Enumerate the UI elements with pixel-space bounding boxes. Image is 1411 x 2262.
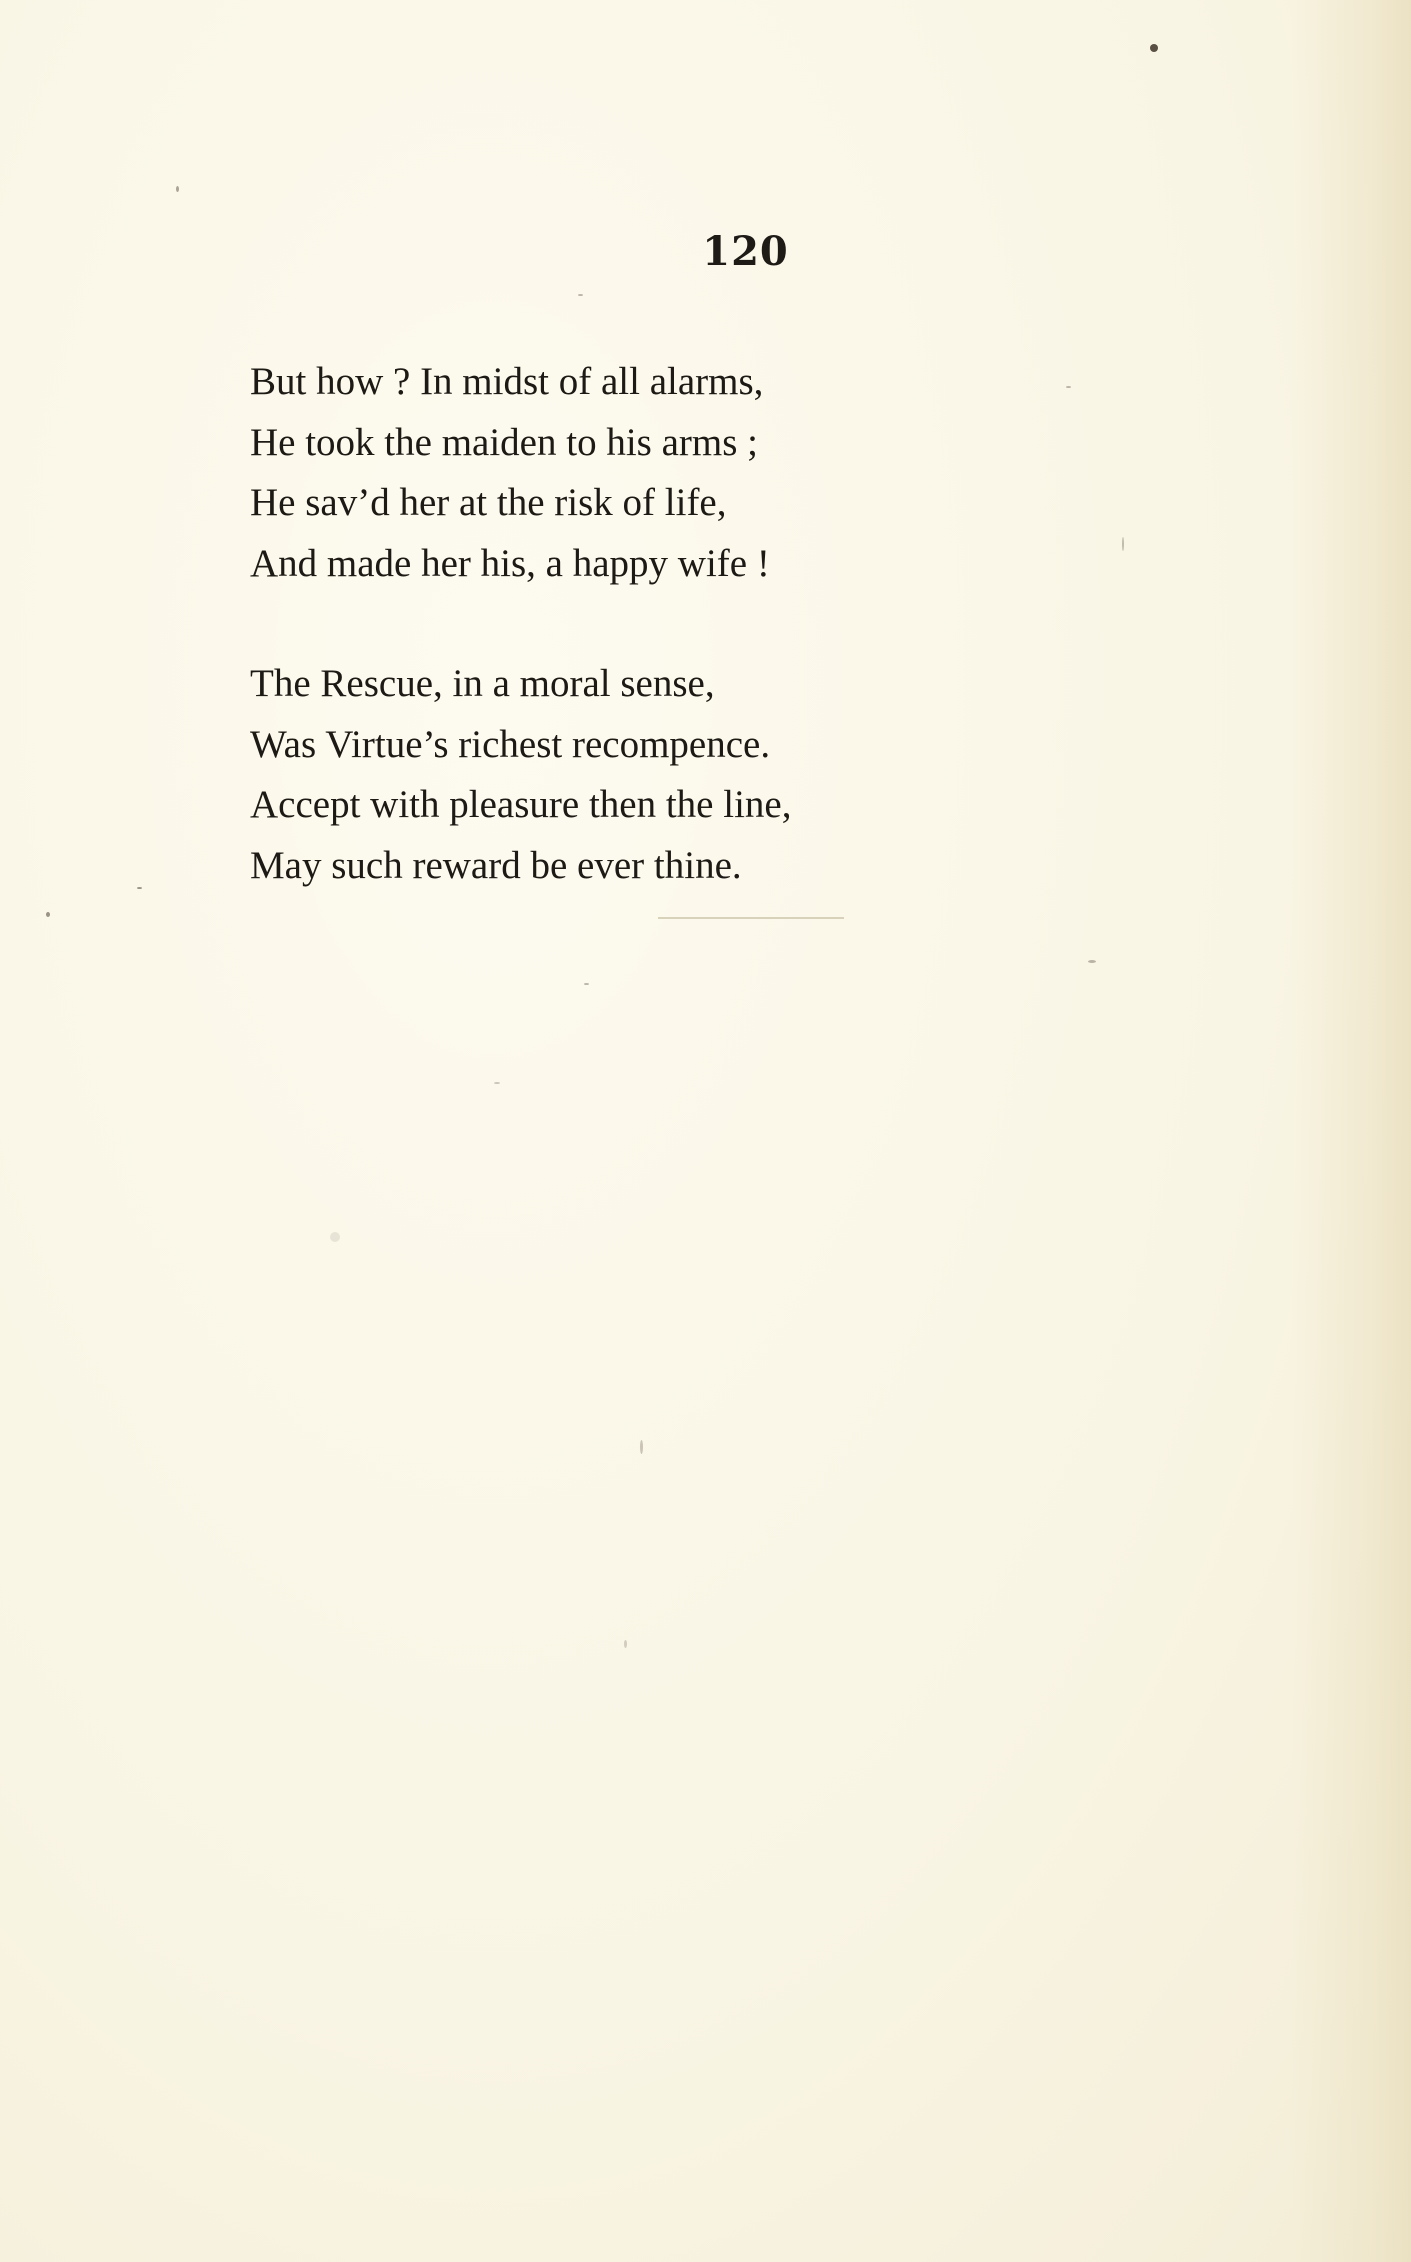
page-edge-shadow [1291, 0, 1411, 2262]
poem-line: He sav’d her at the risk of life, [250, 481, 727, 524]
speck [1150, 44, 1158, 52]
speck [584, 983, 589, 985]
speck [640, 1440, 643, 1454]
bleed-through-text [540, 1040, 1280, 1400]
speck [1066, 386, 1071, 388]
speck [46, 912, 50, 917]
end-rule [658, 917, 844, 919]
speck [137, 887, 142, 889]
poem [250, 352, 791, 956]
poem-line: And made her his, a happy wife ! [250, 541, 770, 585]
bleed-through-block [540, 1040, 1280, 1280]
page-number: 120 [702, 228, 789, 275]
speck [1122, 537, 1124, 551]
poem-line: He took the maiden to his arms ; [250, 420, 758, 464]
poem-line: The Rescue, in a moral sense, [250, 662, 715, 705]
speck [1088, 960, 1096, 963]
speck [578, 294, 583, 296]
poem-line: But how ? In midst of all alarms, [250, 360, 764, 403]
speck [494, 1082, 500, 1084]
poem-line: Accept with pleasure then the line, [250, 783, 792, 826]
stanza-2 [250, 654, 791, 896]
stanza-1 [250, 352, 791, 594]
speck [330, 1232, 340, 1242]
speck [624, 1640, 627, 1648]
speck [176, 186, 179, 192]
poem-line: May such reward be ever thine. [250, 843, 742, 887]
poem-line: Was Virtue’s richest recompence. [250, 722, 771, 766]
